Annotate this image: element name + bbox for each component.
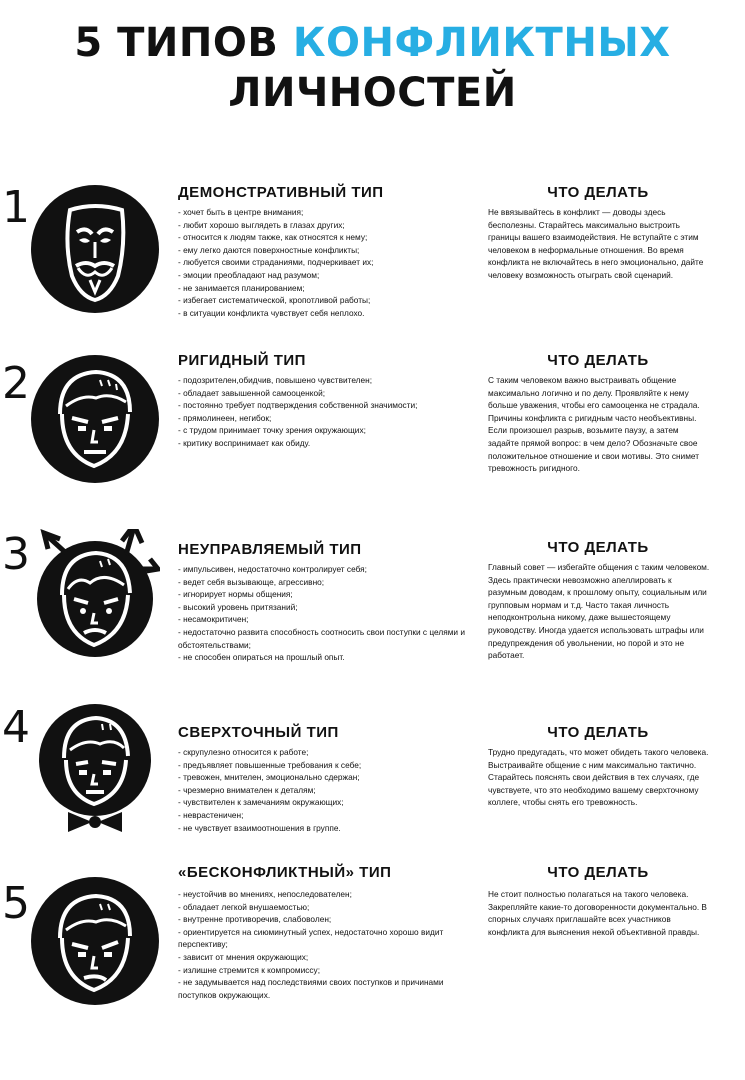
trait-item: - избегает систематической, кропотливой работы; xyxy=(178,295,371,306)
trait-item: - ориентируется на сиюминутный успех, недостаточно хорошо видит перспективу; xyxy=(178,926,444,950)
advice-text: Не ввязывайтесь в конфликт — доводы здесь бесполезны. Старайтесь максимально выстроить границы вашего взаимодействия. Не вступайте с этим человеком в неформальные отношения. Во время конфликта не включайтесь в него эмоционально, дайте человеку возможность отыграть свой сценарий. xyxy=(488,207,704,280)
trait-item: - в ситуации конфликта чувствует себя неплохо. xyxy=(178,307,365,318)
type-heading: «БЕСКОНФЛИКТНЫЙ» ТИП xyxy=(178,864,392,881)
trait-item: - предъявляет повышенные требования к себе; xyxy=(178,759,362,770)
conflictless-face-icon xyxy=(30,876,160,1006)
trait-item: - зависит от мнения окружающих; xyxy=(178,951,309,962)
type-heading: РИГИДНЫЙ ТИП xyxy=(178,352,306,369)
type-number: 2 xyxy=(2,358,30,409)
advice-heading: ЧТО ДЕЛАТЬ xyxy=(547,724,649,741)
type-heading: ДЕМОНСТРАТИВНЫЙ ТИП xyxy=(178,184,384,201)
type-heading: НЕУПРАВЛЯЕМЫЙ ТИП xyxy=(178,541,362,558)
trait-item: - ведет себя вызывающе, агрессивно; xyxy=(178,576,325,587)
trait-item: - чувствителен к замечаниям окружающих; xyxy=(178,797,344,808)
type-number: 1 xyxy=(2,182,30,233)
advice-heading: ЧТО ДЕЛАТЬ xyxy=(547,539,649,556)
trait-item: - импульсивен, недостаточно контролирует себя; xyxy=(178,564,367,574)
trait-item: - несамокритичен; xyxy=(178,614,249,625)
traits-list xyxy=(178,206,468,319)
traits-list xyxy=(178,746,468,834)
trait-item: - эмоции преобладают над разумом; xyxy=(178,269,320,280)
type-number: 3 xyxy=(2,529,30,580)
trait-item: - обладает завышенной самооценкой; xyxy=(178,387,326,398)
advice-text: Главный совет — избегайте общения с таким человеком. Здесь практически невозможно апеллировать к разумным доводам, к прошлому опыту, социальным или групповым нормам и т.д. Часто такая личность неподконтрольна никому, даже вышестоящему руководству. Иногда удается использовать штрафы или предупреждения об увольнении, но порой и это не работает. xyxy=(488,562,710,661)
mask-icon xyxy=(30,184,160,314)
type-heading: СВЕРХТОЧНЫЙ ТИП xyxy=(178,724,339,741)
trait-item: - не занимается планированием; xyxy=(178,282,305,293)
traits-list xyxy=(178,374,468,450)
uncontrollable-face-icon xyxy=(30,529,160,659)
page-title xyxy=(0,18,745,118)
trait-item: - ему легко даются поверхностные конфликты; xyxy=(178,244,360,255)
trait-item: - прямолинеен, негибок; xyxy=(178,412,272,423)
trait-item: - высокий уровень притязаний; xyxy=(178,601,298,612)
traits-list xyxy=(178,888,468,1001)
trait-item: - относится к людям также, как относятся к нему; xyxy=(178,232,368,243)
traits-list xyxy=(178,563,468,664)
trait-item: - неврастеничен; xyxy=(178,809,244,820)
trait-item: - тревожен, мнителен, эмоционально сдержан; xyxy=(178,772,360,783)
trait-item: - не способен опираться на прошлый опыт. xyxy=(178,652,345,663)
trait-item: - хочет быть в центре внимания; xyxy=(178,207,304,217)
trait-item: - любуется своими страданиями, подчеркивает их; xyxy=(178,257,374,268)
title-plain: 5 ТИПОВ xyxy=(74,20,293,66)
trait-item: - чрезмерно внимателен к деталям; xyxy=(178,784,316,795)
advice-heading: ЧТО ДЕЛАТЬ xyxy=(547,352,649,369)
trait-item: - подозрителен,обидчив, повышено чувствителен; xyxy=(178,375,373,385)
advice-heading: ЧТО ДЕЛАТЬ xyxy=(547,184,649,201)
title-line2: ЛИЧНОСТЕЙ xyxy=(228,70,517,116)
trait-item: - внутренне противоречив, слабоволен; xyxy=(178,914,332,925)
trait-item: - скрупулезно относится к работе; xyxy=(178,747,309,757)
trait-item: - игнорирует нормы общения; xyxy=(178,589,293,600)
advice-heading: ЧТО ДЕЛАТЬ xyxy=(547,864,649,881)
type-number: 4 xyxy=(2,702,30,753)
advice-text: С таким человеком важно выстраивать общение максимально логично и по делу. Проявляйте к нему больше уважения, чтобы его самооценка не страдала. Причины конфликта с ригидным часто необъективны. Если произошел разрыв, возьмите паузу, а затем задайте прямой вопрос: в чем дело? Обозначьте свое положительное отношение и свои мотивы. Это снимет тревожность ригидного. xyxy=(488,375,700,474)
title-accent: КОНФЛИКТНЫХ xyxy=(292,20,671,66)
advice-text: Трудно предугадать, что может обидеть такого человека. Выстраивайте общение с ним максимально тактично. Старайтесь пояснять свои действия в тех случаях, где чувствуете, что это необходимо вашему сверхточному коллеге, чтобы снять его тревожность. xyxy=(488,747,709,808)
type-number: 5 xyxy=(2,878,30,929)
trait-item: - не чувствует взаимоотношения в группе. xyxy=(178,822,341,833)
bowtie-face-icon xyxy=(30,702,160,832)
advice-text: Не стоит полностью полагаться на такого человека. Закрепляйте какие-то договоренности документально. В спорных случаях приглашайте всех участников конфликта для выяснения некой объективной правды. xyxy=(488,889,707,937)
trait-item: - критику воспринимает как обиду. xyxy=(178,437,311,448)
trait-item: - недостаточно развита способность соотносить свои поступки с целями и обстоятельствами; xyxy=(178,626,465,650)
trait-item: - неустойчив во мнениях, непоследователен; xyxy=(178,889,352,899)
trait-item: - постоянно требует подтверждения собственной значимости; xyxy=(178,400,418,411)
trait-item: - излишне стремится к компромиссу; xyxy=(178,964,321,975)
rigid-face-icon xyxy=(30,354,160,484)
trait-item: - обладает легкой внушаемостью; xyxy=(178,901,310,912)
trait-item: - с трудом принимает точку зрения окружающих; xyxy=(178,425,366,436)
trait-item: - любит хорошо выглядеть в глазах других; xyxy=(178,219,345,230)
trait-item: - не задумывается над последствиями своих поступков и причинами поступков окружающих. xyxy=(178,977,444,1000)
